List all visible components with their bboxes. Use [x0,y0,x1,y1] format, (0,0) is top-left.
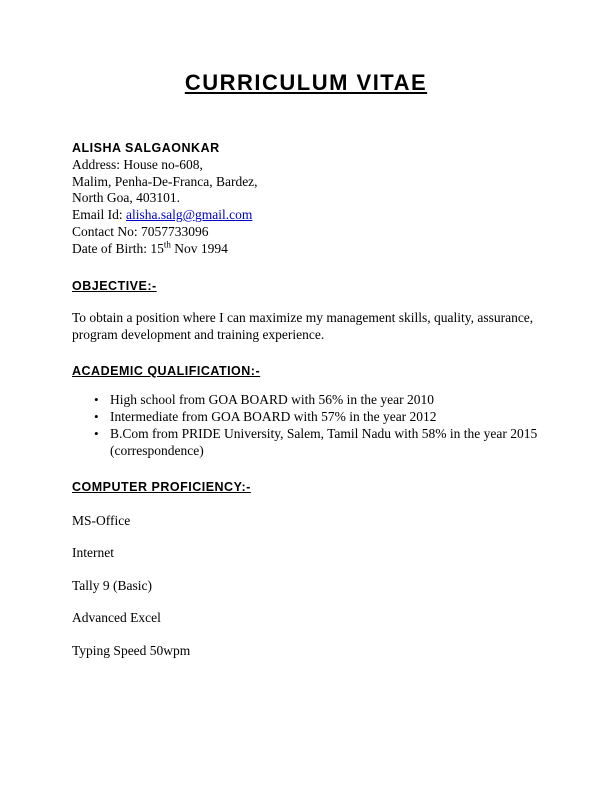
email-link[interactable]: alisha.salg@gmail.com [126,207,253,223]
date-of-birth [72,241,540,258]
objective-text: To obtain a position where I can maximize my management skills, quality, assurance, program development and training experience. [72,309,534,342]
academic-qualification-heading: ACADEMIC QUALIFICATION:- [72,363,261,378]
objective-heading: OBJECTIVE:- [72,278,157,293]
computer-skills-list [72,512,540,659]
candidate-name: ALISHA SALGAONKAR [72,141,220,155]
skill-item: Internet [72,545,114,561]
document-title: CURRICULUM VITAE [184,70,428,95]
qualification-item: • High school from GOA BOARD with 56% in the year 2010 [110,391,540,408]
address-line-2: Malim, Penha-De-Franca, Bardez, [72,173,258,189]
skill-item: Advanced Excel [72,610,161,626]
email-label: Email Id: [72,207,126,223]
address-line-1: Address: House no-608, [72,156,203,172]
qualification-item: • Intermediate from GOA BOARD with 57% in the year 2012 [110,408,540,425]
dob-suffix: Nov 1994 [170,240,228,256]
email-line [72,207,540,224]
qualification-item: • B.Com from PRIDE University, Salem, Tamil Nadu with 58% in the year 2015 (correspondence) [110,425,540,459]
personal-details-block [72,140,540,258]
academic-qualification-list [72,391,540,459]
computer-proficiency-heading: COMPUTER PROFICIENCY:- [72,479,251,494]
skill-item: Typing Speed 50wpm [72,642,191,658]
dob-ordinal-superscript: th [163,239,171,250]
skill-item: Tally 9 (Basic) [72,577,153,593]
dob-prefix: Date of Birth: 15 [72,240,164,256]
contact-number: Contact No: 7057733096 [72,223,209,239]
address-line-3: North Goa, 403101. [72,190,180,206]
skill-item: MS-Office [72,512,131,528]
